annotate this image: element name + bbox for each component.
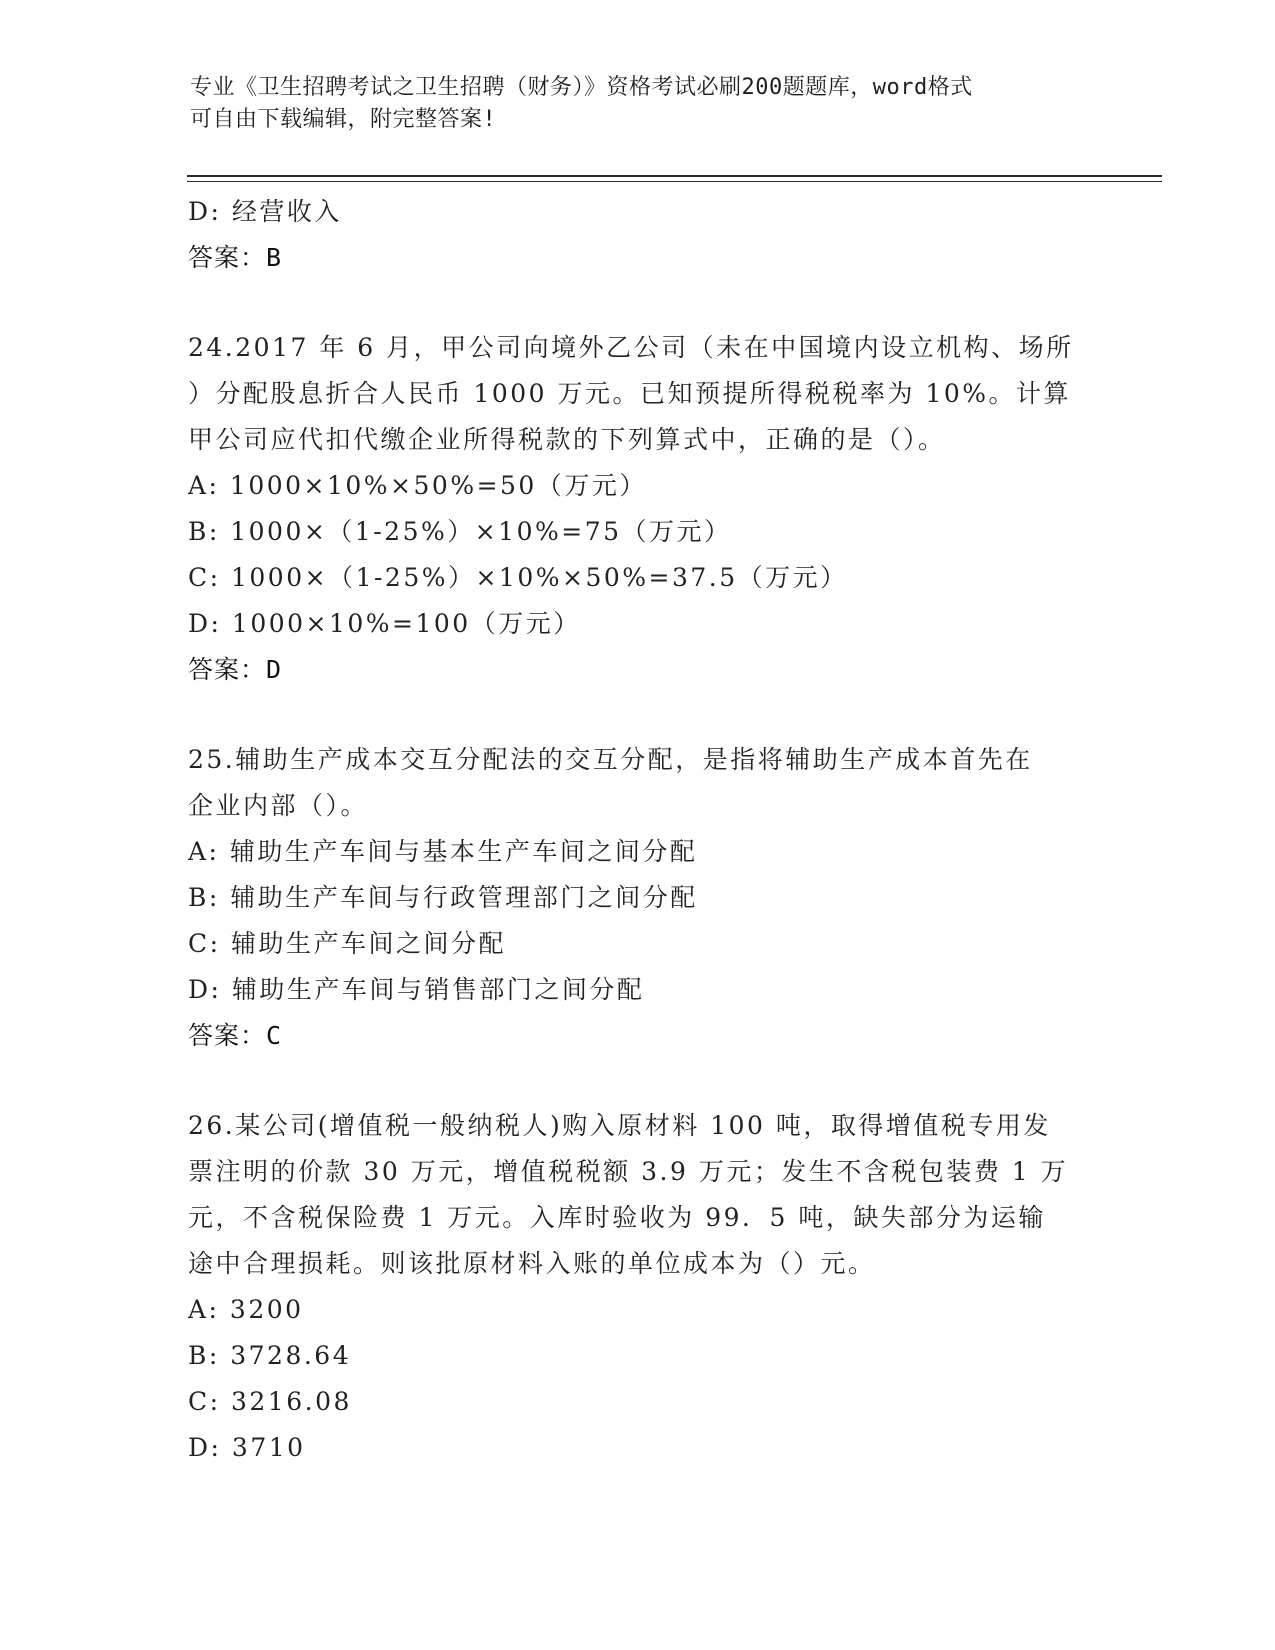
question-26-text	[188, 1103, 1108, 1287]
question-26-option-a: A: 3200	[188, 1295, 304, 1324]
spacer	[188, 1059, 1108, 1103]
header-title-line-2: 可自由下载编辑，附完整答案!	[190, 107, 497, 132]
prev-option-d: D: 经营收入	[188, 197, 342, 226]
question-24-option-a: A: 1000×10%×50%=50（万元）	[188, 471, 647, 500]
question-26-option-b: B: 3728.64	[188, 1341, 352, 1370]
question-25-line-2: 企业内部（）。	[188, 791, 369, 820]
question-26-line-2: 票注明的价款 30 万元，增值税税额 3.9 万元；发生不含税包装费 1 万	[188, 1157, 1069, 1186]
question-26-line-3: 元，不含税保险费 1 万元。入库时验收为 99．5 吨，缺失部分为运输	[188, 1203, 1046, 1232]
question-24-text	[188, 325, 1108, 463]
question-25-option-d: D: 辅助生产车间与销售部门之间分配	[188, 975, 645, 1004]
question-24-line-1: 24.2017 年 6 月，甲公司向境外乙公司（未在中国境内设立机构、场所	[188, 333, 1074, 362]
question-26-option-c: C: 3216.08	[188, 1387, 352, 1416]
spacer	[188, 281, 1108, 325]
question-24-option-b: B: 1000×（1-25%）×10%=75（万元）	[188, 517, 732, 546]
question-25-text	[188, 737, 1108, 829]
header-divider-thin	[187, 181, 1162, 182]
question-25-line-1: 25.辅助生产成本交互分配法的交互分配，是指将辅助生产成本首先在	[188, 745, 1033, 774]
header-title-line-1: 专业《卫生招聘考试之卫生招聘（财务）》资格考试必刷200题题库，word格式	[190, 75, 973, 100]
header-divider-thick	[187, 175, 1162, 177]
question-25-option-a: A: 辅助生产车间与基本生产车间之间分配	[188, 837, 698, 866]
question-24-option-d: D: 1000×10%=100（万元）	[188, 609, 581, 638]
question-24-answer: 答案：D	[188, 655, 283, 684]
question-24-line-3: 甲公司应代扣代缴企业所得税款的下列算式中，正确的是（）。	[188, 425, 946, 454]
question-25-answer: 答案：C	[188, 1021, 283, 1050]
question-24-line-2: ）分配股息折合人民币 1000 万元。已知预提所得税税率为 10%。计算	[188, 379, 1072, 408]
question-content	[188, 189, 1108, 1471]
question-25-option-c: C: 辅助生产车间之间分配	[188, 929, 506, 958]
question-25-option-b: B: 辅助生产车间与行政管理部门之间分配	[188, 883, 698, 912]
question-26-line-4: 途中合理损耗。则该批原材料入账的单位成本为（）元。	[188, 1249, 876, 1278]
document-header	[190, 72, 1090, 136]
question-24-option-c: C: 1000×（1-25%）×10%×50%=37.5（万元）	[188, 563, 848, 592]
question-26-line-1: 26.某公司(增值税一般纳税人)购入原材料 100 吨，取得增值税专用发	[188, 1111, 1051, 1140]
question-26-option-d: D: 3710	[188, 1433, 306, 1462]
spacer	[188, 693, 1108, 737]
prev-answer: 答案：B	[188, 243, 283, 272]
